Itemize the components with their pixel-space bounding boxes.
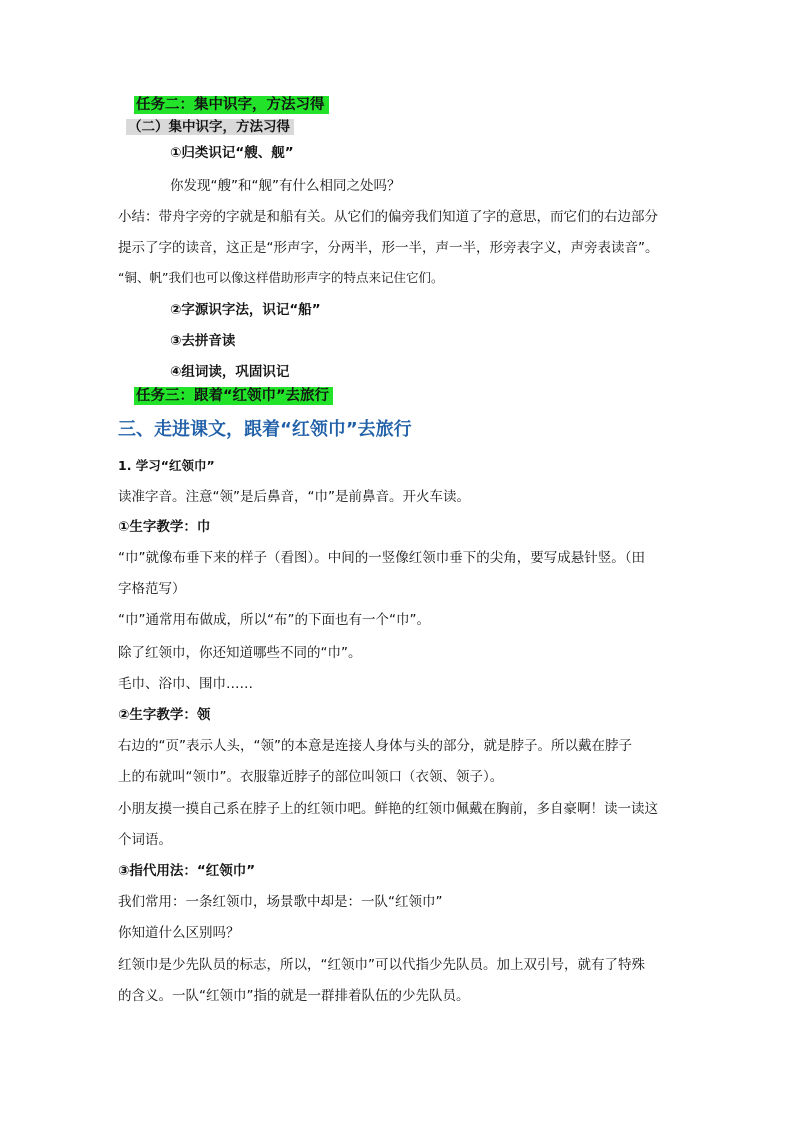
s2-item4: ④组词读，巩固识记 <box>170 364 290 380</box>
t1-title: ①生字教学：巾 <box>118 519 211 535</box>
t2-title: ②生字教学：领 <box>118 707 211 723</box>
read-instruction: 读准字音。注意“领”是后鼻音，“巾”是前鼻音。开火车读。 <box>118 489 470 505</box>
t2-line1: 右边的“页”表示人头，“领”的本意是连接人身体与头的部分，就是脖子。所以戴在脖子 <box>118 738 632 754</box>
s2-item3: ③去拼音读 <box>170 333 236 349</box>
t2-line3: 小朋友摸一摸自己系在脖子上的红领巾吧。鲜艳的红领巾佩戴在胸前，多自豪啊！读一读这 <box>118 801 658 817</box>
task2-banner: 任务二：集中识字，方法习得 <box>134 95 329 115</box>
t2-line2: 上的布就叫“领巾”。衣服靠近脖子的部位叫领口（衣领、领子）。 <box>118 769 504 785</box>
t1-line5: 毛巾、浴巾、围巾…… <box>118 676 253 692</box>
task3-banner: 任务三：跟着“红领巾”去旅行 <box>134 386 333 406</box>
t3-line1: 我们常用：一条红领巾，场景歌中却是：一队“红领巾” <box>118 894 443 910</box>
s2-question: 你发现“艘”和“舰”有什么相同之处吗？ <box>170 178 401 194</box>
section3-heading: 三、走进课文，跟着“红领巾”去旅行 <box>118 419 412 440</box>
section2-subtitle: （二）集中识字，方法习得 <box>126 117 294 137</box>
sub1-title: 1. 学习“红领巾” <box>118 458 215 473</box>
s2-summary-line2: 提示了字的读音，这正是“形声字，分两半，形一半，声一半，形旁表字义，声旁表读音”。 <box>118 240 659 256</box>
t1-line1: “巾”就像布垂下来的样子（看图）。中间的一竖像红领巾垂下的尖角，要写成悬针竖。（田 <box>118 550 645 566</box>
s2-item2: ②字源识字法，识记“船” <box>170 302 321 318</box>
s2-summary-line3: “铜、帆”我们也可以像这样借助形声字的特点来记住它们。 <box>118 270 444 285</box>
t1-line2: 字格范写） <box>118 581 186 597</box>
t3-title: ③指代用法：“红领巾” <box>118 863 256 879</box>
t3-line3: 红领巾是少先队员的标志，所以，“红领巾”可以代指少先队员。加上双引号，就有了特殊 <box>118 957 645 973</box>
s2-summary-line1: 小结：带舟字旁的字就是和船有关。从它们的偏旁我们知道了字的意思，而它们的右边部分 <box>118 209 658 225</box>
t1-line4: 除了红领巾，你还知道哪些不同的“巾”。 <box>118 645 362 661</box>
s2-item1: ①归类识记“艘、舰” <box>170 145 294 161</box>
t1-line3: “巾”通常用布做成，所以“布”的下面也有一个“巾”。 <box>118 612 430 628</box>
t2-line4: 个词语。 <box>118 832 172 848</box>
t3-line4: 的含义。一队“红领巾”指的就是一群排着队伍的少先队员。 <box>118 988 470 1004</box>
t3-line2: 你知道什么区别吗？ <box>118 925 240 941</box>
